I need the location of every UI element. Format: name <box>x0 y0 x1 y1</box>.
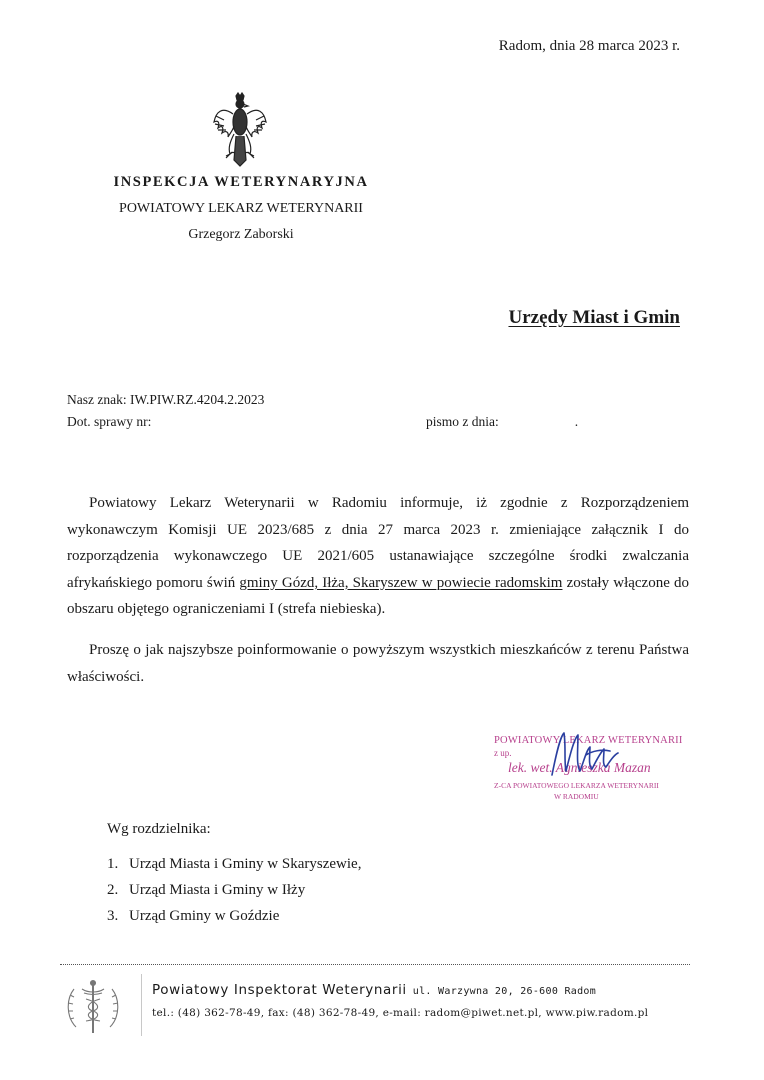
stamp-line-5: W RADOMIU <box>554 792 599 801</box>
our-reference-label: Nasz znak: <box>67 392 127 407</box>
list-item: 2. Urząd Miasta i Gminy w Iłży <box>107 882 306 898</box>
stamp-line-1: POWIATOWY LEKARZ WETERYNARII <box>494 735 683 746</box>
our-reference-value: IW.PIW.RZ.4204.2.2023 <box>129 392 265 407</box>
footer-address: ul. Warzywna 20, 26-600 Radom <box>412 986 597 997</box>
footer-contact: tel.: (48) 362-78-49, fax: (48) 362-78-49, e-mail: radom@piwet.net.pl, www.piw.radom.pl <box>152 1007 649 1019</box>
footer-separator <box>141 974 142 1036</box>
official-name: Grzegorz Zaborski <box>188 227 294 242</box>
distribution-title: Wg rozdzielnika: <box>107 821 211 837</box>
list-item: 3. Urząd Gminy w Goździe <box>107 908 280 924</box>
body-paragraph-1 <box>67 490 689 623</box>
para1-underlined-municipalities: gminy Gózd, Iłża, Skaryszew w powiecie radomskim <box>239 574 563 591</box>
caduceus-logo-icon <box>60 977 126 1037</box>
case-number-label: Dot. sprawy nr: <box>67 414 152 429</box>
stamp-line-3: lek. wet. Agnieszka Mazan <box>508 760 651 775</box>
letter-from-label: pismo z dnia: <box>426 414 499 429</box>
polish-eagle-emblem-icon <box>212 92 268 168</box>
para1-text-start: Powiatowy Lekarz Weterynarii w Radomiu informuje, iż zgodnie z Rozporządzeniem wykonawczym Komisji UE 2023/685 z dnia 27 marca 2023 r. zmieniające załącznik I do rozporządzenia wykonawczego UE 2021/605 ustanawiające szczególne środki zwalczania afrykańskiego pomoru świń <box>67 495 689 591</box>
footer-organization <box>152 982 596 998</box>
handwritten-signature-icon <box>546 725 626 787</box>
para2-text: Proszę o jak najszybsze poinformowanie o powyższym wszystkich mieszkańców z terenu Państwa właściwości. <box>67 642 689 685</box>
our-reference <box>67 392 264 408</box>
institution-subtitle: POWIATOWY LEKARZ WETERYNARII <box>119 201 363 216</box>
letter-date: Radom, dnia 28 marca 2023 r. <box>498 38 680 54</box>
stamp-line-4: Z-CA POWIATOWEGO LEKARZA WETERYNARII <box>494 781 659 790</box>
footer-org-name: Powiatowy Inspektorat Weterynarii <box>152 982 407 998</box>
letter-from-end: . <box>574 414 579 429</box>
footer-divider <box>60 964 690 965</box>
stamp-line-2: z up. <box>494 748 512 758</box>
addressee: Urzędy Miast i Gmin <box>508 307 680 328</box>
official-stamp <box>488 733 688 829</box>
institution-title: INSPEKCJA WETERYNARYJNA <box>113 174 369 190</box>
list-item: 1. Urząd Miasta i Gminy w Skaryszewie, <box>107 856 362 872</box>
letter-from-date <box>426 414 578 430</box>
para1-text-end: zostały włączone do obszaru objętego ograniczeniami I (strefa niebieska). <box>67 574 690 617</box>
distribution-list <box>107 851 361 929</box>
body-paragraph-2 <box>67 637 689 690</box>
